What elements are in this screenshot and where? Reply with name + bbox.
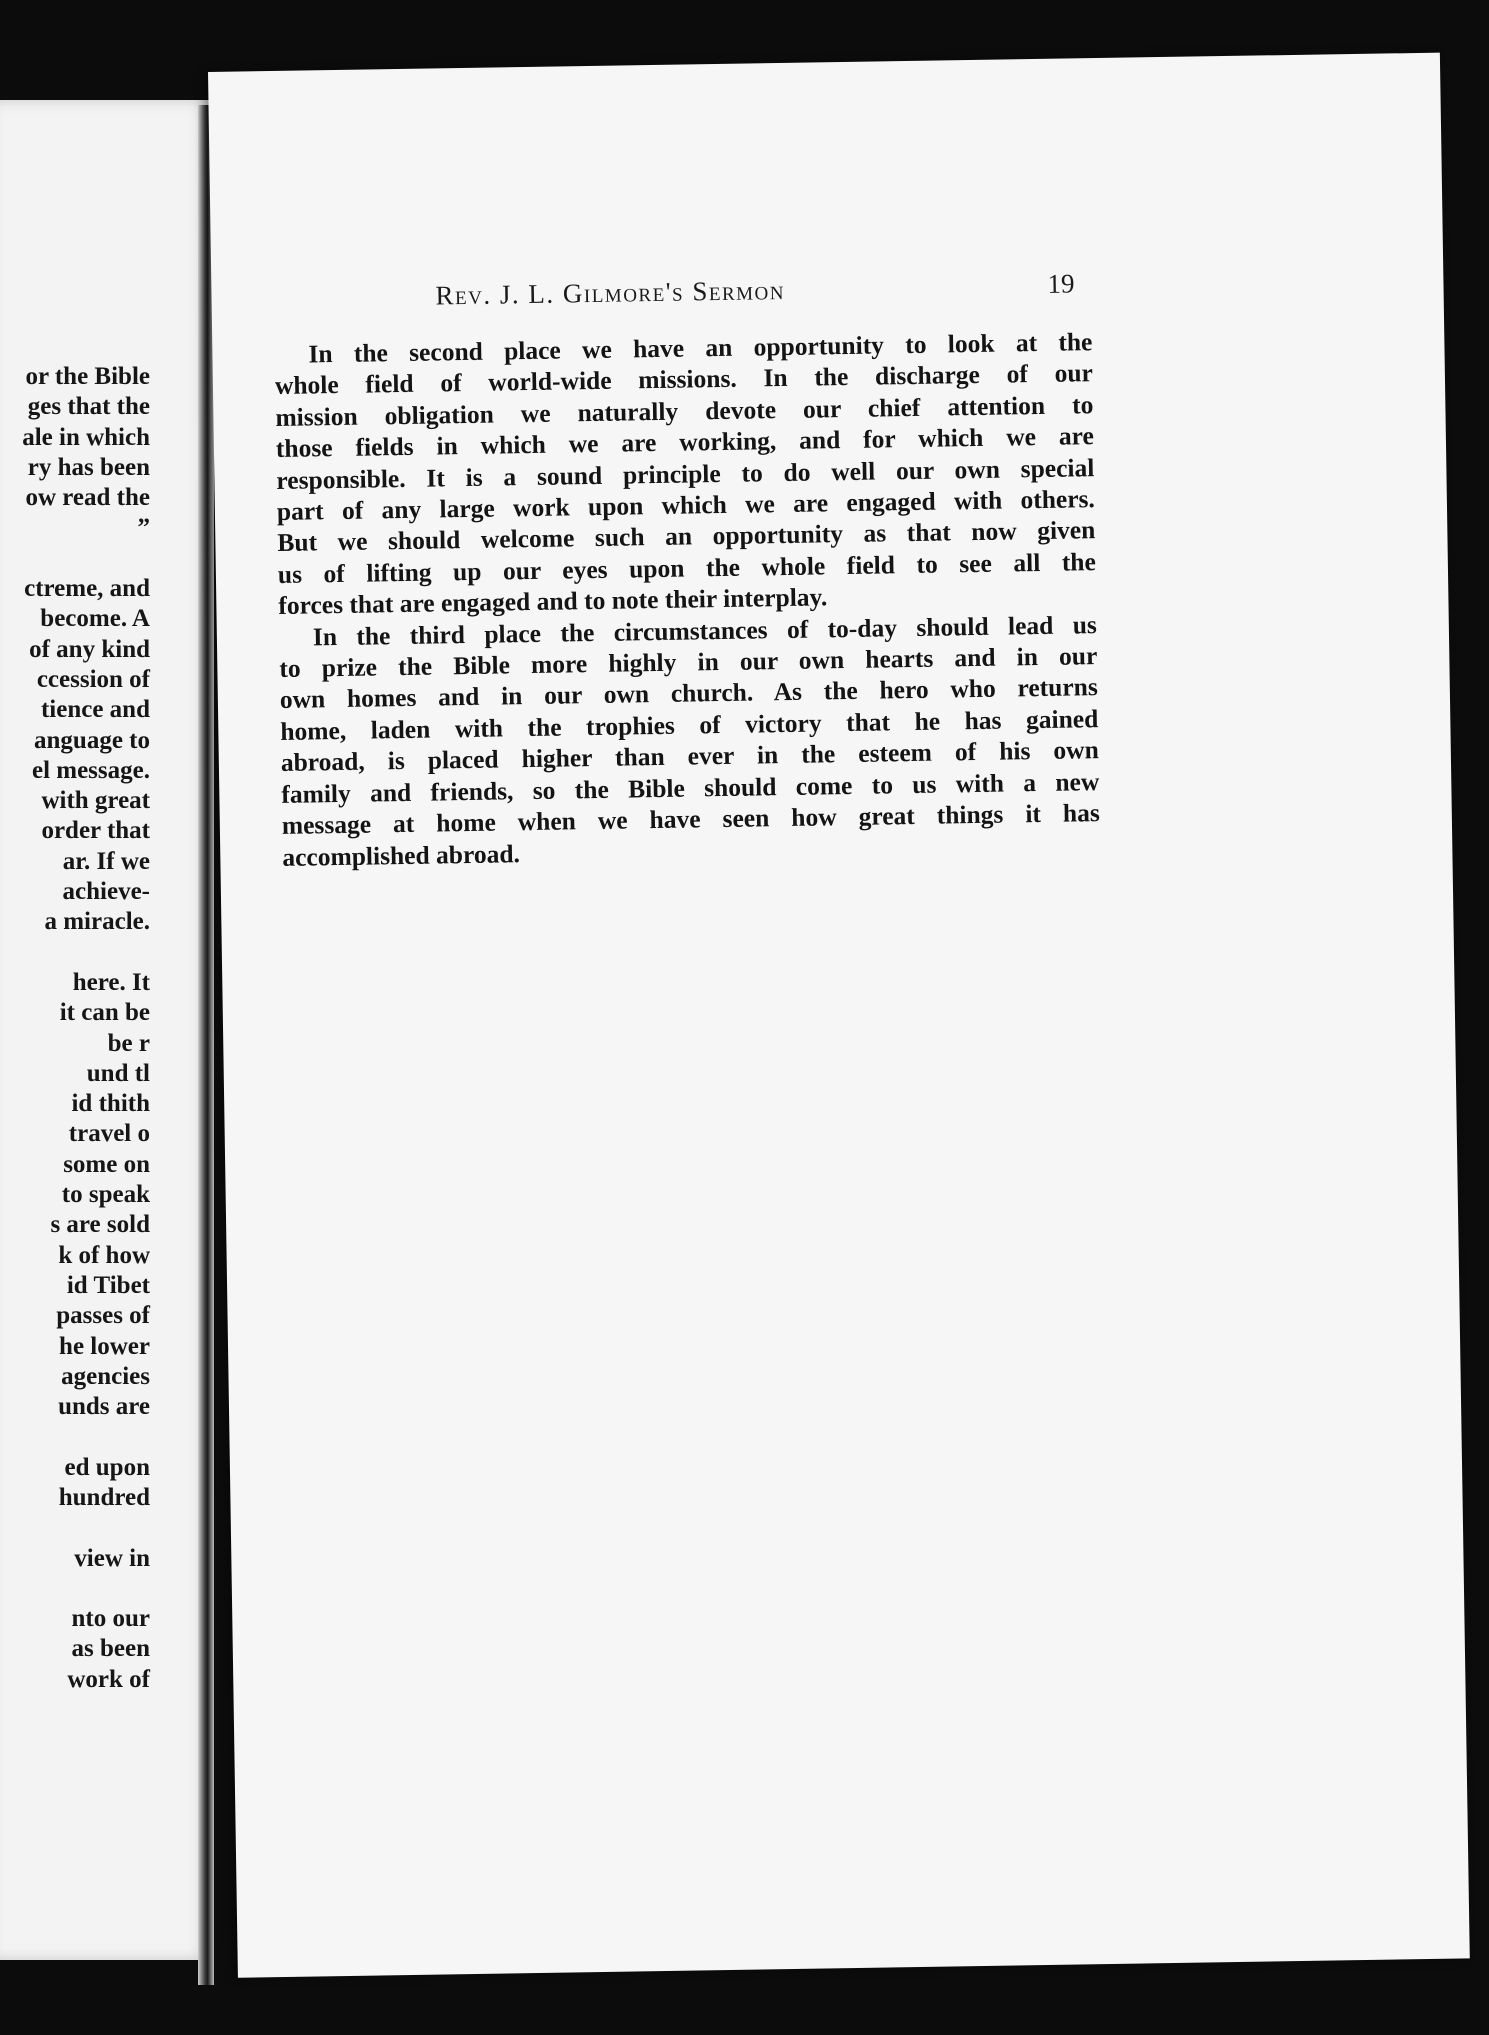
text-line: it can be — [59, 999, 150, 1027]
text-line: id thith — [71, 1090, 150, 1118]
text-line — [22, 1513, 150, 1543]
text-line: abroad, is placed higher than ever in the esteem of his own — [280, 735, 1099, 778]
text-line: as been — [71, 1635, 150, 1663]
text-line: order that — [41, 817, 150, 845]
text-line: work of — [67, 1665, 150, 1693]
text-line: be r — [107, 1029, 150, 1057]
text-line: a miracle. — [44, 908, 150, 936]
text-line: ry has been — [27, 453, 150, 481]
text-line: el message. — [31, 756, 150, 784]
text-line: ctreme, and — [24, 575, 150, 603]
text-line: achieve- — [62, 878, 150, 906]
current-page — [208, 53, 1470, 1978]
text-line — [22, 938, 150, 968]
book-gutter — [198, 105, 214, 1985]
text-line: family and friends, so the Bible should come to us with a new — [281, 766, 1100, 809]
text-line: with great — [41, 787, 150, 815]
text-line: ale in which — [22, 423, 150, 451]
text-line — [22, 1422, 150, 1452]
text-line: ccession of — [36, 665, 150, 693]
text-line: here. It — [72, 968, 150, 996]
text-line: those fields in which we are working, and for which we are — [275, 421, 1095, 464]
running-head: Rev. J. L. Gilmore's Sermon — [435, 274, 786, 311]
text-line: message at home when we have seen how great things it has — [281, 798, 1100, 841]
text-line: nto our — [71, 1605, 150, 1633]
text-line: ar. If we — [62, 847, 150, 875]
text-line: ed upon — [64, 1453, 150, 1481]
text-line: anguage to — [34, 726, 150, 754]
text-line: id Tibet — [66, 1271, 150, 1299]
text-line: some on — [63, 1150, 150, 1178]
text-line: In the third place the circumstances of to-day should lead us — [312, 609, 1098, 652]
text-line — [22, 1574, 150, 1604]
text-line: In the second place we have an opportunity to look at the — [308, 327, 1093, 369]
text-line: become. A — [40, 605, 150, 633]
text-line: But we should welcome such an opportunity as that now given — [277, 515, 1096, 558]
text-line: travel o — [68, 1120, 150, 1148]
paragraph-2 — [279, 609, 1101, 873]
text-line: part of any large work upon which we are engaged with others. — [276, 484, 1096, 527]
text-line: und tl — [86, 1059, 150, 1087]
text-line: ow read the — [25, 484, 150, 512]
text-line: k of how — [58, 1241, 150, 1269]
text-line: home, laden with the trophies of victory that he has gained — [280, 703, 1099, 746]
text-line: own homes and in our own church. As the hero who returns — [279, 672, 1098, 715]
text-line: mission obligation we naturally devote our chief attention to — [275, 389, 1094, 432]
text-line: whole field of world-wide missions. In the discharge of our — [274, 358, 1094, 401]
text-line: ges that the — [27, 393, 150, 421]
page-body — [274, 326, 1100, 873]
text-line: accomplished abroad. — [282, 838, 521, 872]
text-line: unds are — [58, 1393, 150, 1421]
previous-page — [0, 100, 212, 1960]
text-line: s are sold — [50, 1211, 150, 1239]
text-line: to prize the Bible more highly in our own hearts and in our — [279, 641, 1098, 684]
previous-page-text — [22, 362, 150, 1695]
text-line: to speak — [61, 1181, 150, 1209]
paragraph-1 — [274, 326, 1096, 621]
text-line: tience and — [40, 696, 150, 724]
text-line: responsible. It is a sound principle to do well our own special — [276, 452, 1095, 495]
text-line: ” — [137, 514, 150, 542]
text-line: forces that are engaged and to note their interplay. — [278, 582, 828, 621]
text-line: hundred — [58, 1483, 150, 1511]
text-line: view in — [74, 1544, 150, 1572]
text-line — [22, 544, 150, 574]
page-number: 19 — [1047, 268, 1075, 299]
text-line: he lower — [59, 1332, 150, 1360]
text-line: agencies — [61, 1362, 150, 1390]
text-line: us of lifting up our eyes upon the whole field to see all the — [277, 546, 1097, 589]
text-line: of any kind — [29, 635, 150, 663]
text-line: passes of — [56, 1302, 150, 1330]
text-line: or the Bible — [25, 363, 150, 390]
